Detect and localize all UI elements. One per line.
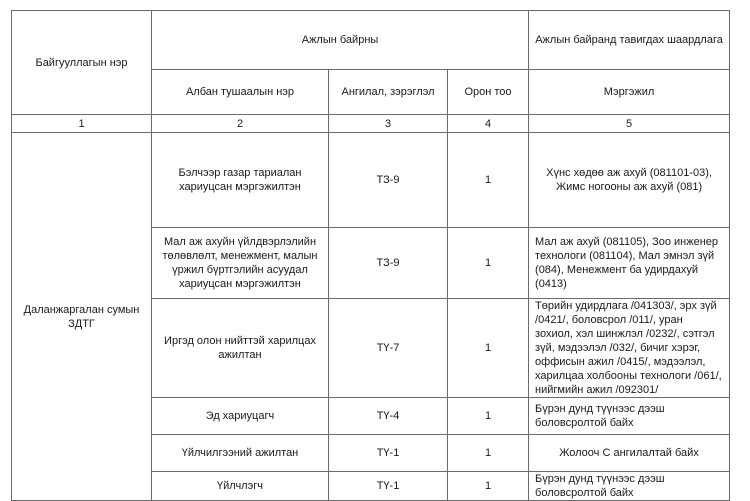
- job-table-container: [11, 10, 730, 501]
- grade-cell: ТЗ-9: [329, 133, 448, 228]
- grade-cell: ТҮ-1: [329, 435, 448, 472]
- count-cell: 1: [448, 299, 529, 398]
- header-profession: Мэргэжил: [529, 70, 730, 115]
- column-number: 2: [152, 115, 329, 133]
- profession-cell: Төрийн удирдлага /041303/, эрх зүй /0421/, боловсрол /011/, уран зохиол, хэл шинжлэл /0232/, сэтгэл зүй, мэдээлэл /032/, бичиг хэрэг, оффисын ажил /0415/, мэдээлэл, харилцаа холбооны технологи /061/, нийгмийн ажил /092301/: [529, 299, 730, 398]
- header-count: Орон тоо: [448, 70, 529, 115]
- job-vacancy-table: [11, 10, 730, 501]
- organization-cell: Даланжаргалан сумын ЗДТГ: [12, 133, 152, 501]
- position-cell: Мал аж ахуйн үйлдвэрлэлийн төлөвлөлт, менежмент, малын үржил бүртгэлийн асуудал хариуцсан мэргэжилтэн: [152, 228, 329, 299]
- count-cell: 1: [448, 133, 529, 228]
- count-cell: 1: [448, 435, 529, 472]
- column-number: 5: [529, 115, 730, 133]
- grade-cell: ТЗ-9: [329, 228, 448, 299]
- header-row-top: [12, 11, 730, 70]
- column-number: 1: [12, 115, 152, 133]
- column-number-row: [12, 115, 730, 133]
- count-cell: 1: [448, 398, 529, 435]
- column-number: 3: [329, 115, 448, 133]
- position-cell: Үйлчлэгч: [152, 472, 329, 501]
- grade-cell: ТҮ-4: [329, 398, 448, 435]
- profession-cell: Хүнс хөдөө аж ахуй (081101-03), Жимс ногооны аж ахуй (081): [529, 133, 730, 228]
- profession-cell: Бүрэн дунд түүнээс дээш боловсролтой байх: [529, 472, 730, 501]
- header-requirements: Ажлын байранд тавигдах шаардлага: [529, 11, 730, 70]
- header-position: Албан тушаалын нэр: [152, 70, 329, 115]
- count-cell: 1: [448, 472, 529, 501]
- profession-cell: Жолооч С ангилалтай байх: [529, 435, 730, 472]
- position-cell: Иргэд олон нийттэй харилцах ажилтан: [152, 299, 329, 398]
- position-cell: Үйлчилгээний ажилтан: [152, 435, 329, 472]
- position-cell: Эд хариуцагч: [152, 398, 329, 435]
- column-number: 4: [448, 115, 529, 133]
- table-row: [12, 133, 730, 228]
- header-org-name: Байгууллагын нэр: [12, 11, 152, 115]
- position-cell: Бэлчээр газар тариалан хариуцсан мэргэжилтэн: [152, 133, 329, 228]
- profession-cell: Мал аж ахуй (081105), Зоо инженер технологи (081104), Мал эмнэл зүй (084), Менежмент ба удирдахуй (0413): [529, 228, 730, 299]
- header-job-place: Ажлын байрны: [152, 11, 529, 70]
- profession-cell: Бүрэн дунд түүнээс дээш боловсролтой байх: [529, 398, 730, 435]
- header-grade: Ангилал, зэрэглэл: [329, 70, 448, 115]
- grade-cell: ТҮ-7: [329, 299, 448, 398]
- count-cell: 1: [448, 228, 529, 299]
- grade-cell: ТҮ-1: [329, 472, 448, 501]
